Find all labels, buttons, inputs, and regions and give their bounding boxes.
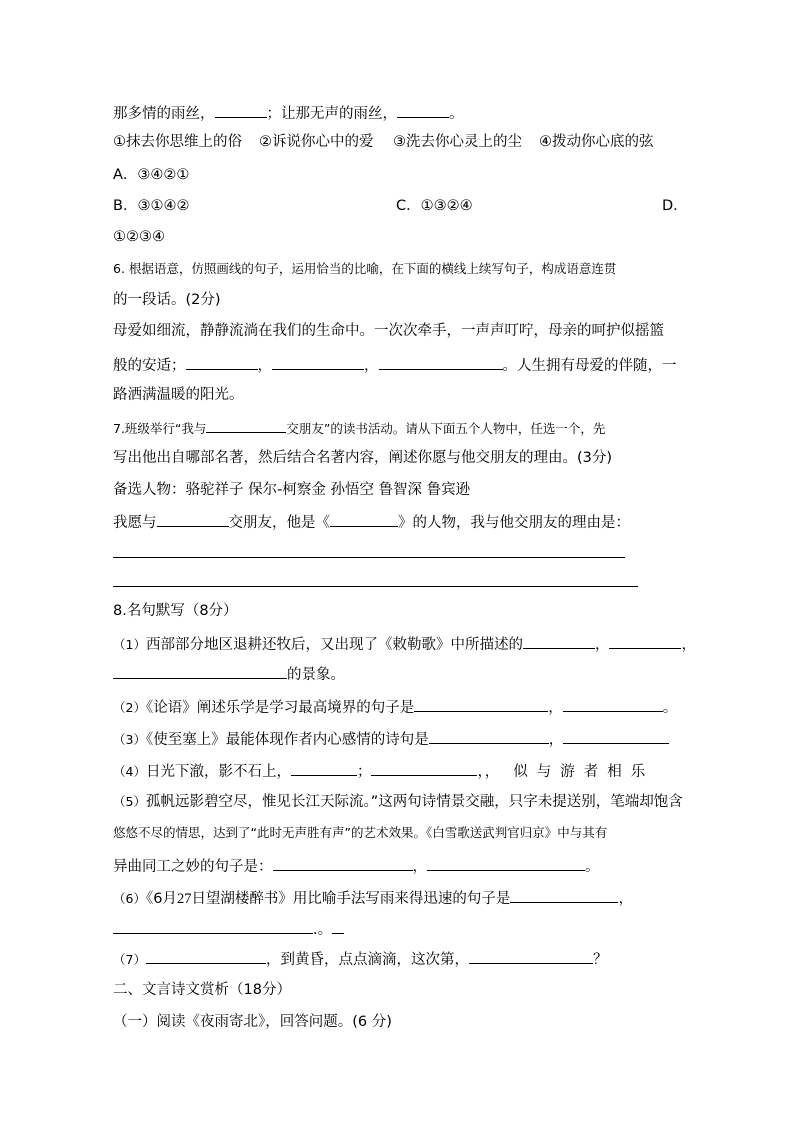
q8-s1-comma-2: ， <box>681 637 696 653</box>
q8-s4-semi: ； <box>356 764 372 780</box>
q8-s1-text: 西部部分地区退耕还牧后，又出现了《敕勒歌》中所描述的 <box>145 637 523 653</box>
q8-s3 <box>113 728 669 750</box>
answer-blank[interactable] <box>273 855 413 871</box>
section-2-sub-1: （一）阅读《夜雨寄北》，回答问题。(6 分) <box>113 1014 392 1030</box>
q5-stem-a: 那多情的雨丝， <box>113 106 215 122</box>
q8-s6-text-c: 日望湖楼醉书》用比喻手法写雨来得迅速的句子是 <box>191 891 511 907</box>
answer-blank[interactable] <box>397 102 449 118</box>
q8-s3-comma: ， <box>548 732 564 748</box>
answer-blank[interactable] <box>113 918 313 934</box>
q8-title: 8.名句默写（8分） <box>113 603 238 619</box>
answer-blank[interactable] <box>523 633 595 649</box>
q8-s6-cont <box>113 918 344 940</box>
q8-s4-num: （4） <box>113 764 146 779</box>
answer-blank[interactable] <box>330 511 398 527</box>
q8-s5-line-3 <box>113 855 600 877</box>
q6-line-5: 路洒满温暖的阳光。 <box>113 387 244 403</box>
answer-blank[interactable] <box>414 696 548 712</box>
q8-s5-end: 。 <box>585 859 600 875</box>
q8-s6-comma: ， <box>618 891 633 907</box>
q8-s6-num: （6） <box>113 891 146 906</box>
q8-s3-text: 《使至塞上》最能体现作者内心感情的诗句是 <box>145 732 429 748</box>
q8-s1 <box>113 633 696 655</box>
q8-s2-text: 《论语》阐述乐学是学习最高境界的句子是 <box>145 700 415 716</box>
answer-blank[interactable] <box>563 728 669 744</box>
answer-blank[interactable] <box>429 728 549 744</box>
q8-s1-comma: ， <box>594 637 610 653</box>
answer-blank[interactable] <box>291 760 357 776</box>
q8-s5-comma: ， <box>412 859 427 875</box>
q6-line-1: 6. 根据语意，仿照画线的句子，运用恰当的比喻，在下面的横线上续写句子，构成语意连贯 <box>113 261 617 276</box>
q6-sep-2: ， <box>364 358 379 374</box>
q8-s7-num: （7） <box>113 952 146 967</box>
q7-line-1-b: 交朋友”的读书活动。请从下面五个人物中，任选一个，先 <box>286 421 606 436</box>
q7-line-4-b: 交朋友，他是《 <box>228 515 330 531</box>
q8-s7 <box>113 948 607 970</box>
q5-item-1: ①抹去你思维上的俗 <box>113 134 242 150</box>
q5-items <box>113 132 654 152</box>
q8-s3-num: （3） <box>113 732 146 747</box>
q8-s2-end: 。 <box>662 700 678 716</box>
q8-s1-end: 的景象。 <box>287 667 345 683</box>
q8-s4-end: 似与游者相乐 <box>513 764 655 780</box>
q5-choice-c: C．①③②④ <box>396 198 473 214</box>
q8-s6 <box>113 887 633 909</box>
q8-s2 <box>113 696 677 718</box>
q8-s5-line-1 <box>113 792 683 812</box>
section-2-title: 二、文言诗文赏析（18分） <box>113 982 291 998</box>
q8-s1-num: （1） <box>113 637 146 652</box>
q5-stem-b: ；让那无声的雨丝， <box>266 106 397 122</box>
q8-s6-end: .。 <box>313 922 333 938</box>
answer-blank[interactable] <box>371 760 477 776</box>
q7-line-4-a: 我愿与 <box>113 515 157 531</box>
answer-blank[interactable] <box>510 887 618 903</box>
q6-line-2: 的一段话。(2分) <box>113 292 221 308</box>
answer-blank[interactable] <box>427 855 585 871</box>
answer-blank[interactable] <box>157 511 229 527</box>
q5-choice-b: B．③①④② <box>113 198 190 214</box>
answer-blank[interactable] <box>332 918 344 934</box>
q8-s4-commas: ，， <box>477 764 500 780</box>
q8-s4 <box>113 760 654 782</box>
q7-line-1-a: 7.班级举行“我与 <box>113 421 207 436</box>
q8-s5-line-3-a: 异曲同工之妙的句子是： <box>113 859 273 875</box>
q8-s1-cont <box>113 663 345 685</box>
q6-line-4 <box>113 354 677 376</box>
answer-blank[interactable] <box>215 102 267 118</box>
q5-item-3: ③洗去你心灵上的尘 <box>393 134 522 150</box>
q7-line-1 <box>113 417 605 439</box>
q5-choice-d-value: ①②③④ <box>113 229 165 245</box>
q7-line-4 <box>113 511 630 533</box>
q6-line-4-a: 般的安适； <box>113 358 186 374</box>
answer-line[interactable] <box>113 586 638 587</box>
answer-blank[interactable] <box>563 696 663 712</box>
q8-s6-text-a: 《6月 <box>145 891 177 907</box>
answer-blank[interactable] <box>146 948 266 964</box>
answer-blank[interactable] <box>379 354 503 370</box>
q8-s2-num: （2） <box>113 700 146 715</box>
q5-item-4: ④拨动你心底的弦 <box>539 134 654 150</box>
q8-s7-text: ，到黄昏，点点滴滴，这次第， <box>265 952 469 968</box>
q5-item-2: ②诉说你心中的爱 <box>259 134 374 150</box>
q5-choice-a: A．③④②① <box>113 167 190 183</box>
answer-blank[interactable] <box>609 633 681 649</box>
q8-s6-text-b: 27 <box>176 891 192 907</box>
q7-line-4-c: 》的人物，我与他交朋友的理由是： <box>398 515 630 531</box>
q8-s2-comma: ， <box>548 700 563 716</box>
q8-s5-num: （5） <box>113 794 146 809</box>
q6-line-3: 母爱如细流，静静流淌在我们的生命中。一次次牵手，一声声叮咛，母亲的呵护似摇篮 <box>113 323 664 339</box>
answer-line[interactable] <box>113 557 625 558</box>
q5-stem <box>113 102 464 124</box>
q7-line-3: 备选人物：骆驼祥子 保尔-柯察金 孙悟空 鲁智深 鲁宾逊 <box>113 482 471 498</box>
q5-choice-d: D． <box>662 198 688 214</box>
q5-stem-c: 。 <box>449 106 464 122</box>
q7-line-2: 写出他出自哪部名著，然后结合名著内容，阐述你愿与他交朋友的理由。(3分) <box>113 450 613 466</box>
answer-blank[interactable] <box>272 354 364 370</box>
q6-line-4-b: 。人生拥有母爱的伴随，一 <box>502 358 677 374</box>
answer-blank[interactable] <box>186 354 258 370</box>
answer-blank[interactable] <box>469 948 593 964</box>
answer-blank[interactable] <box>113 663 287 679</box>
q8-s5-line-1-text: 孤帆远影碧空尽，惟见长江天际流。”这两句诗情景交融，只字未提送别，笔端却饱含 <box>145 794 683 810</box>
answer-blank[interactable] <box>206 417 286 433</box>
q6-sep-1: ， <box>257 358 272 374</box>
q8-s5-line-2: 悠悠不尽的情思，达到了“此时无声胜有声”的艺术效果。《白雪歌送武判官归京》中与其有 <box>113 825 608 840</box>
q8-s7-end: ？ <box>592 952 608 968</box>
q8-s4-text: 日光下澈，影不石上， <box>145 764 291 780</box>
